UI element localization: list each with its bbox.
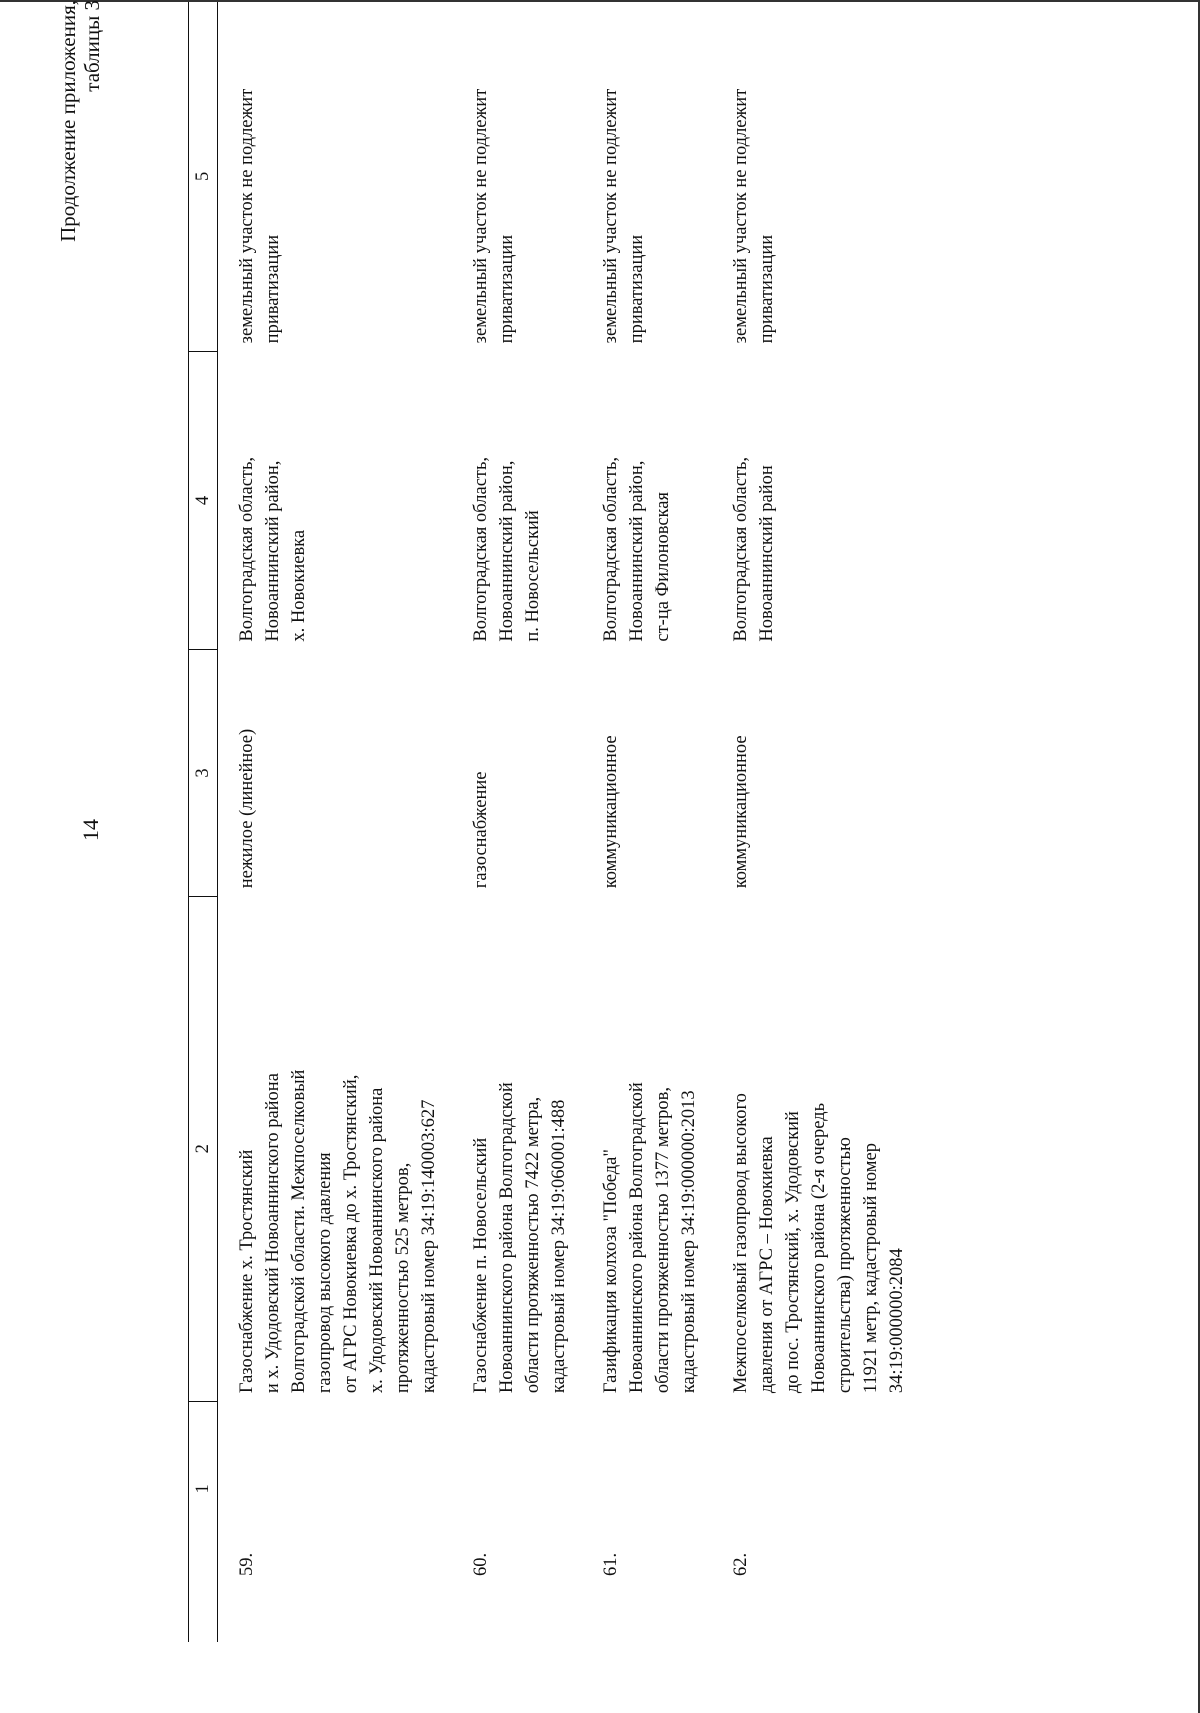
land-note: земельный участок не подлежит приватизации <box>731 88 777 344</box>
object-purpose: газоснабжение <box>471 771 491 889</box>
row-number: 62. <box>731 1552 751 1576</box>
object-description: Газоснабжение п. Новосельский Новоаннинского района Волгоградской области протяженностью 7422 метра, кадастровый номер 34:19:060001:488 <box>471 1082 569 1394</box>
object-purpose: нежилое (линейное) <box>237 728 257 889</box>
object-address: Волгоградская область, Новоаннинский район, ст-ца Филоновская <box>601 456 673 642</box>
object-description: Газификация колхоза "Победа" Новоаннинского района Волгоградской области протяженностью 1377 метров, кадастровый номер 34:19:000000:2013 <box>601 1082 699 1394</box>
column-header-4: 4 <box>189 351 218 649</box>
land-note: земельный участок не подлежит приватизации <box>237 88 283 344</box>
object-description: Газоснабжение х. Тростянский и х. Удодовский Новоаннинского района Волгоградской области. Межпоселковый газопровод высокого давления от АГРС Новокиевка до х. Тростянский, х. Удодовский Новоаннинского района протяженностью 525 метров, кадастровый номер 34:19:140003:627 <box>237 1069 439 1394</box>
table-row <box>582 2 712 1642</box>
object-address: Волгоградская область, Новоаннинский район <box>731 456 777 642</box>
column-header-1: 1 <box>189 1401 218 1642</box>
column-header-2: 2 <box>189 896 218 1401</box>
object-address: Волгоградская область, Новоаннинский район, х. Новокиевка <box>237 456 309 642</box>
object-description: Межпоселковый газопровод высокого давления от АГРС – Новокиевка до пос. Тростянский, х. Удодовский Новоаннинского района (2-я очередь строительства) протяженностью 11921 метр, кадастровый номер 34:19:000000:2084 <box>731 1093 907 1394</box>
table-row <box>712 2 920 1642</box>
column-header-3: 3 <box>189 650 218 897</box>
page-number: 14 <box>78 819 103 841</box>
property-table <box>188 2 920 1642</box>
column-header-5: 5 <box>189 2 218 351</box>
object-address: Волгоградская область, Новоаннинский район, п. Новосельский <box>471 456 543 642</box>
table-header-row <box>189 2 218 1642</box>
land-note: земельный участок не подлежит приватизации <box>601 88 647 344</box>
table-row <box>452 2 582 1642</box>
object-purpose: коммуникационное <box>601 735 621 889</box>
continuation-label: Продолжение приложения, таблицы 3 <box>56 0 104 242</box>
table-row <box>218 2 453 1642</box>
row-number: 61. <box>601 1552 621 1576</box>
row-number: 60. <box>471 1552 491 1576</box>
row-number: 59. <box>237 1552 257 1576</box>
land-note: земельный участок не подлежит приватизации <box>471 88 517 344</box>
object-purpose: коммуникационное <box>731 735 751 889</box>
